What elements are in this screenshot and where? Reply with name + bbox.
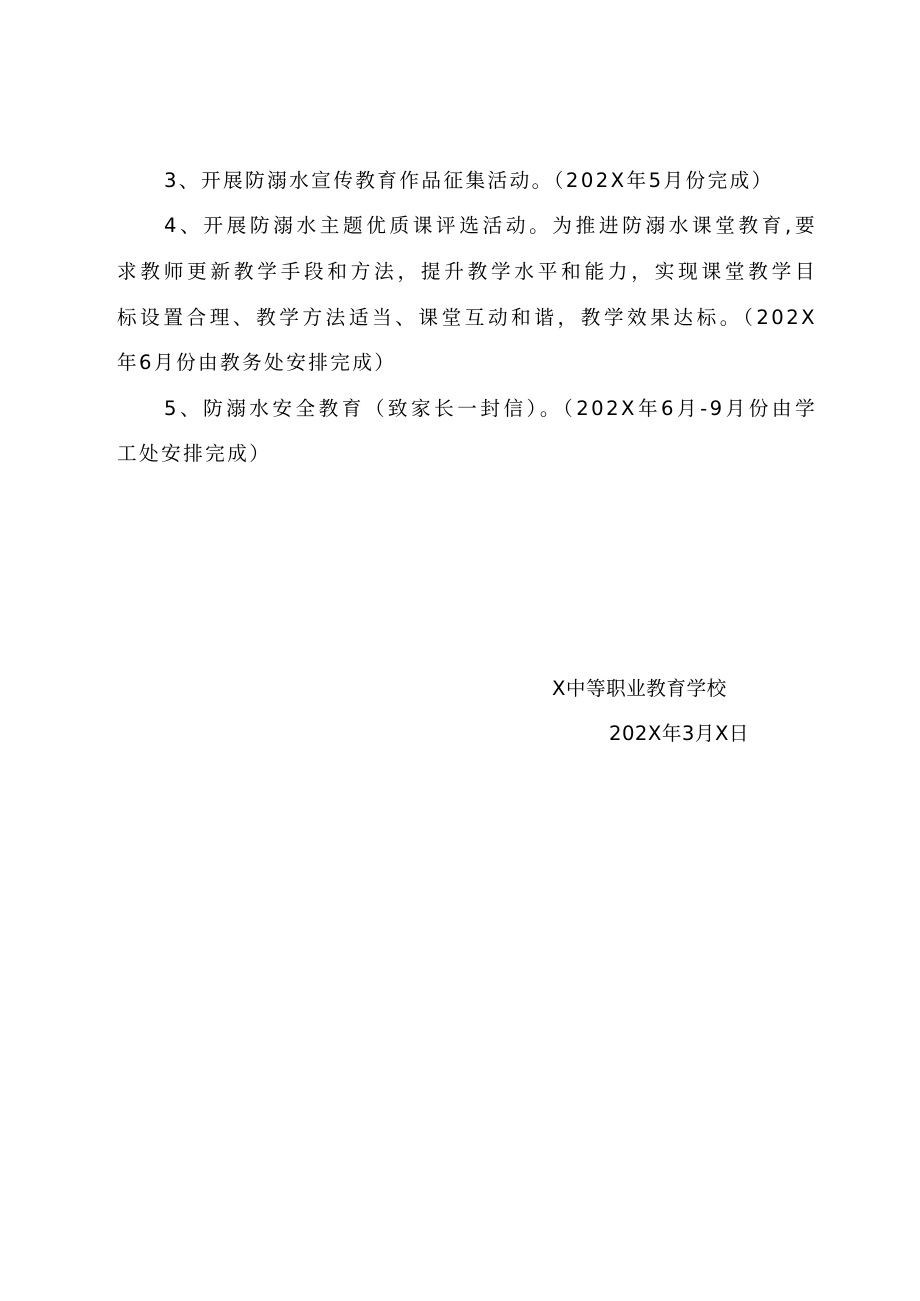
paragraph-4-line-2: 求教师更新教学手段和方法，提升教学水平和能力，实现课堂教学目 — [117, 260, 817, 283]
paragraph-3: 3、开展防溺水宣传教育作品征集活动。（202X年5月份完成） — [164, 169, 774, 192]
paragraph-5-line-2: 工处安排完成） — [117, 442, 272, 465]
paragraph-4-line-3: 标设置合理、教学方法适当、课堂互动和谐，教学效果达标。（202X — [117, 306, 817, 329]
paragraph-4-line-4: 年6月份由教务处安排完成） — [117, 351, 397, 374]
paragraph-5-line-1: 5、防溺水安全教育（致家长一封信）。（202X年6月-9月份由学 — [164, 397, 817, 420]
paragraph-4-line-1: 4、开展防溺水主题优质课评选活动。为推进防溺水课堂教育,要 — [164, 214, 817, 237]
signature-date: 202X年3月X日 — [609, 722, 749, 745]
signature-organization: X中等职业教育学校 — [552, 677, 727, 700]
